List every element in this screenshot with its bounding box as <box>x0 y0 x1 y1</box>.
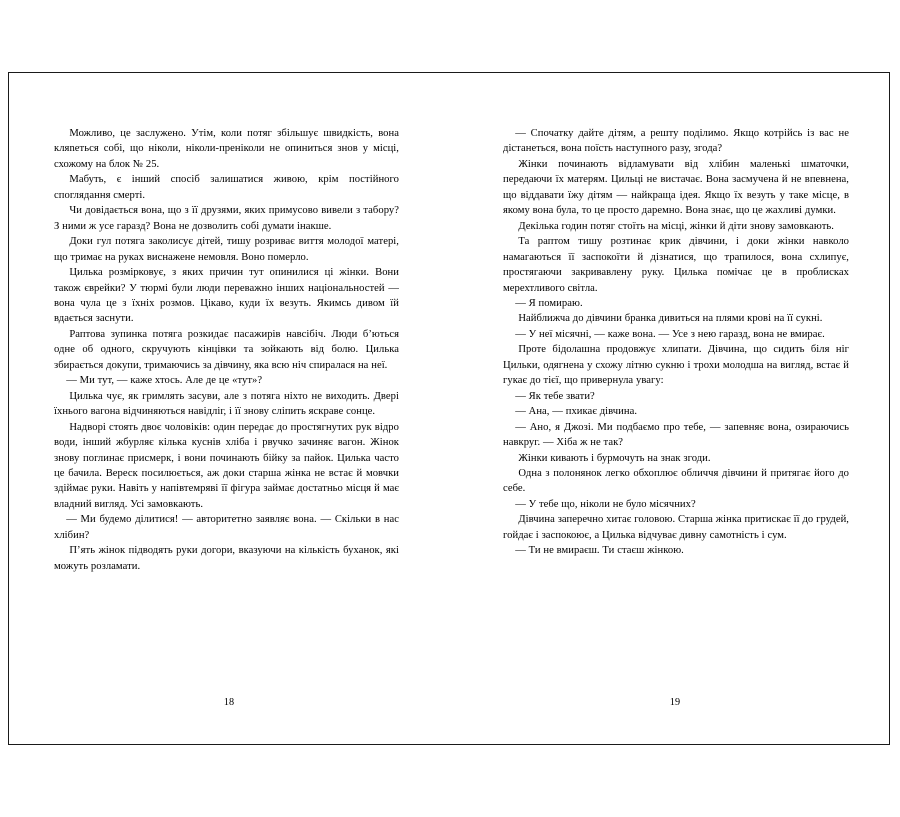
paragraph: Жінки кивають і бурмочуть на знак згоди. <box>518 452 711 464</box>
paragraph: Чи довідається вона, що з її друзями, яких примусово вивели з табору? З ними ж усе гаразд? Вона не дозволить собі думати інакше. <box>54 205 399 232</box>
paragraph: — Ми тут, — каже хтось. Але де це «тут»? <box>66 375 263 387</box>
paragraph: — Як тебе звати? <box>515 390 595 402</box>
left-page-folio: 18 <box>223 697 235 708</box>
paragraph: Можливо, це заслужено. Утім, коли потяг збільшує швидкість, вона кляneться собі, що ніколи, ніколи-преніколи не опиниться знов у місці, схожому на блок № 25. <box>54 128 399 170</box>
paragraph: Проте бідолашна продовжує хлипати. Дівчина, що сидить біля ніг Цильки, одягнена у схожу літню сукню і трохи молодша на вигляд, встає й гукає до тієї, що привернула увагу: <box>503 344 849 387</box>
paragraph: — Ана, — пхикає дівчина. <box>515 406 638 418</box>
paragraph: Цилька розмірковує, з яких причин тут опинилися ці жінки. Вони також єврейки? У тюрмі були люди переважно інших національностей — вона чула це з їхніх розмов. Цікаво, куди їх везуть. Якимсь дивом їй вдається заснути. <box>54 267 399 325</box>
right-page <box>449 73 889 744</box>
paragraph: Цилька чує, як гримлять засуви, але з потяга ніхто не виходить. Двері їхнього вагона відчиняються навідліг, і її знову сліпить яскраве сонце. <box>54 390 399 418</box>
right-page-folio: 19 <box>669 697 681 708</box>
paragraph: Декілька годин потяг стоїть на місці, жінки й діти знову замовкають. <box>518 220 835 232</box>
paragraph: — Ано, я Джозі. Ми подбаємо про тебе, — запевняє вона, озираючись навкруг. — Хіба ж не так? <box>503 421 849 449</box>
paragraph: Найближча до дівчини бранка дивиться на плями крові на її сукні. <box>518 313 823 325</box>
paragraph: — Я помираю. <box>515 297 583 309</box>
paragraph: Одна з полонянок легко обхоплює обличчя дівчини й притягає його до себе. <box>503 467 849 495</box>
paragraph: — Ти не вмираєш. Ти стаєш жінкою. <box>515 545 684 557</box>
left-page-text-block <box>54 126 399 674</box>
paragraph: — Спочатку дайте дітям, а решту поділимо. Якщо котрійсь із вас не дістанеться, вона поїсть наступного разу, згода? <box>503 128 849 155</box>
paragraph: Дівчина заперечно хитає головою. Старша жінка притискає її до грудей, гойдає і заспокоює, а Цилька відчуває дивну самотність і сум. <box>503 514 849 541</box>
book-spread <box>8 72 890 745</box>
left-page <box>9 73 449 744</box>
paragraph: Та раптом тишу розтинає крик дівчини, і доки жінки навколо намагаються її заспокоїти й дізнатися, що трапилося, вона схлипує, простягаючи закривавлену руку. Цилька помічає це в проблисках мерехтливого світла. <box>503 236 849 294</box>
paragraph: — У тебе що, ніколи не було місячних? <box>515 498 696 510</box>
paragraph: Доки гул потяга заколисує дітей, тишу розриває виття молодої матері, що тримає на руках виснажене немовля. Воно померло. <box>54 236 399 263</box>
paragraph: — У неї місячні, — каже вона. — Усе з нею гаразд, вона не вмирає. <box>515 328 825 340</box>
right-page-text-block <box>503 126 849 674</box>
paragraph: Раптова зупинка потяга розкидає пасажирів навсібіч. Люди б’ються одне об одного, скручують кінцівки та зойкають від болю. Цилька збирається докупи, тримаючись за дівчину, яка всю ніч спиралася на неї. <box>54 328 399 371</box>
paragraph: Надворі стоять двоє чоловіків: один передає до простягнутих рук відро води, інший жбурляє кілька куснів хліба і рвучко зачиняє вагон. Жінок знову поглинає присмерк, і вони починають бійку за пайок. Цилька часто це бачила. Вереск посилюється, аж доки старша жінка не встає й мовчки здіймає руки. Навіть у напівтемряві її фігура займає достатньо місця й має владний вигляд. Усі замовкають. <box>54 421 399 510</box>
paragraph: Жінки починають відламувати від хлібин маленькі шматочки, передаючи їх матерям. Цильці не вистачає. Вона засмучена й не впевнена, що віддавати їжу дітям — найкраща ідея. Якщо їх везуть у таке місце, в якому вона була, то це просто даремно. Вона знає, що це жахливі думки. <box>503 158 849 217</box>
paragraph: П’ять жінок підводять руки догори, вказуючи на кількість буханок, які можуть розламати. <box>54 545 399 572</box>
paragraph: Мабуть, є інший спосіб залишатися живою, крім постійного споглядання смерті. <box>54 174 399 201</box>
paragraph: — Ми будемо ділитися! — авторитетно заявляє вона. — Скільки в нас хлібин? <box>54 514 399 541</box>
